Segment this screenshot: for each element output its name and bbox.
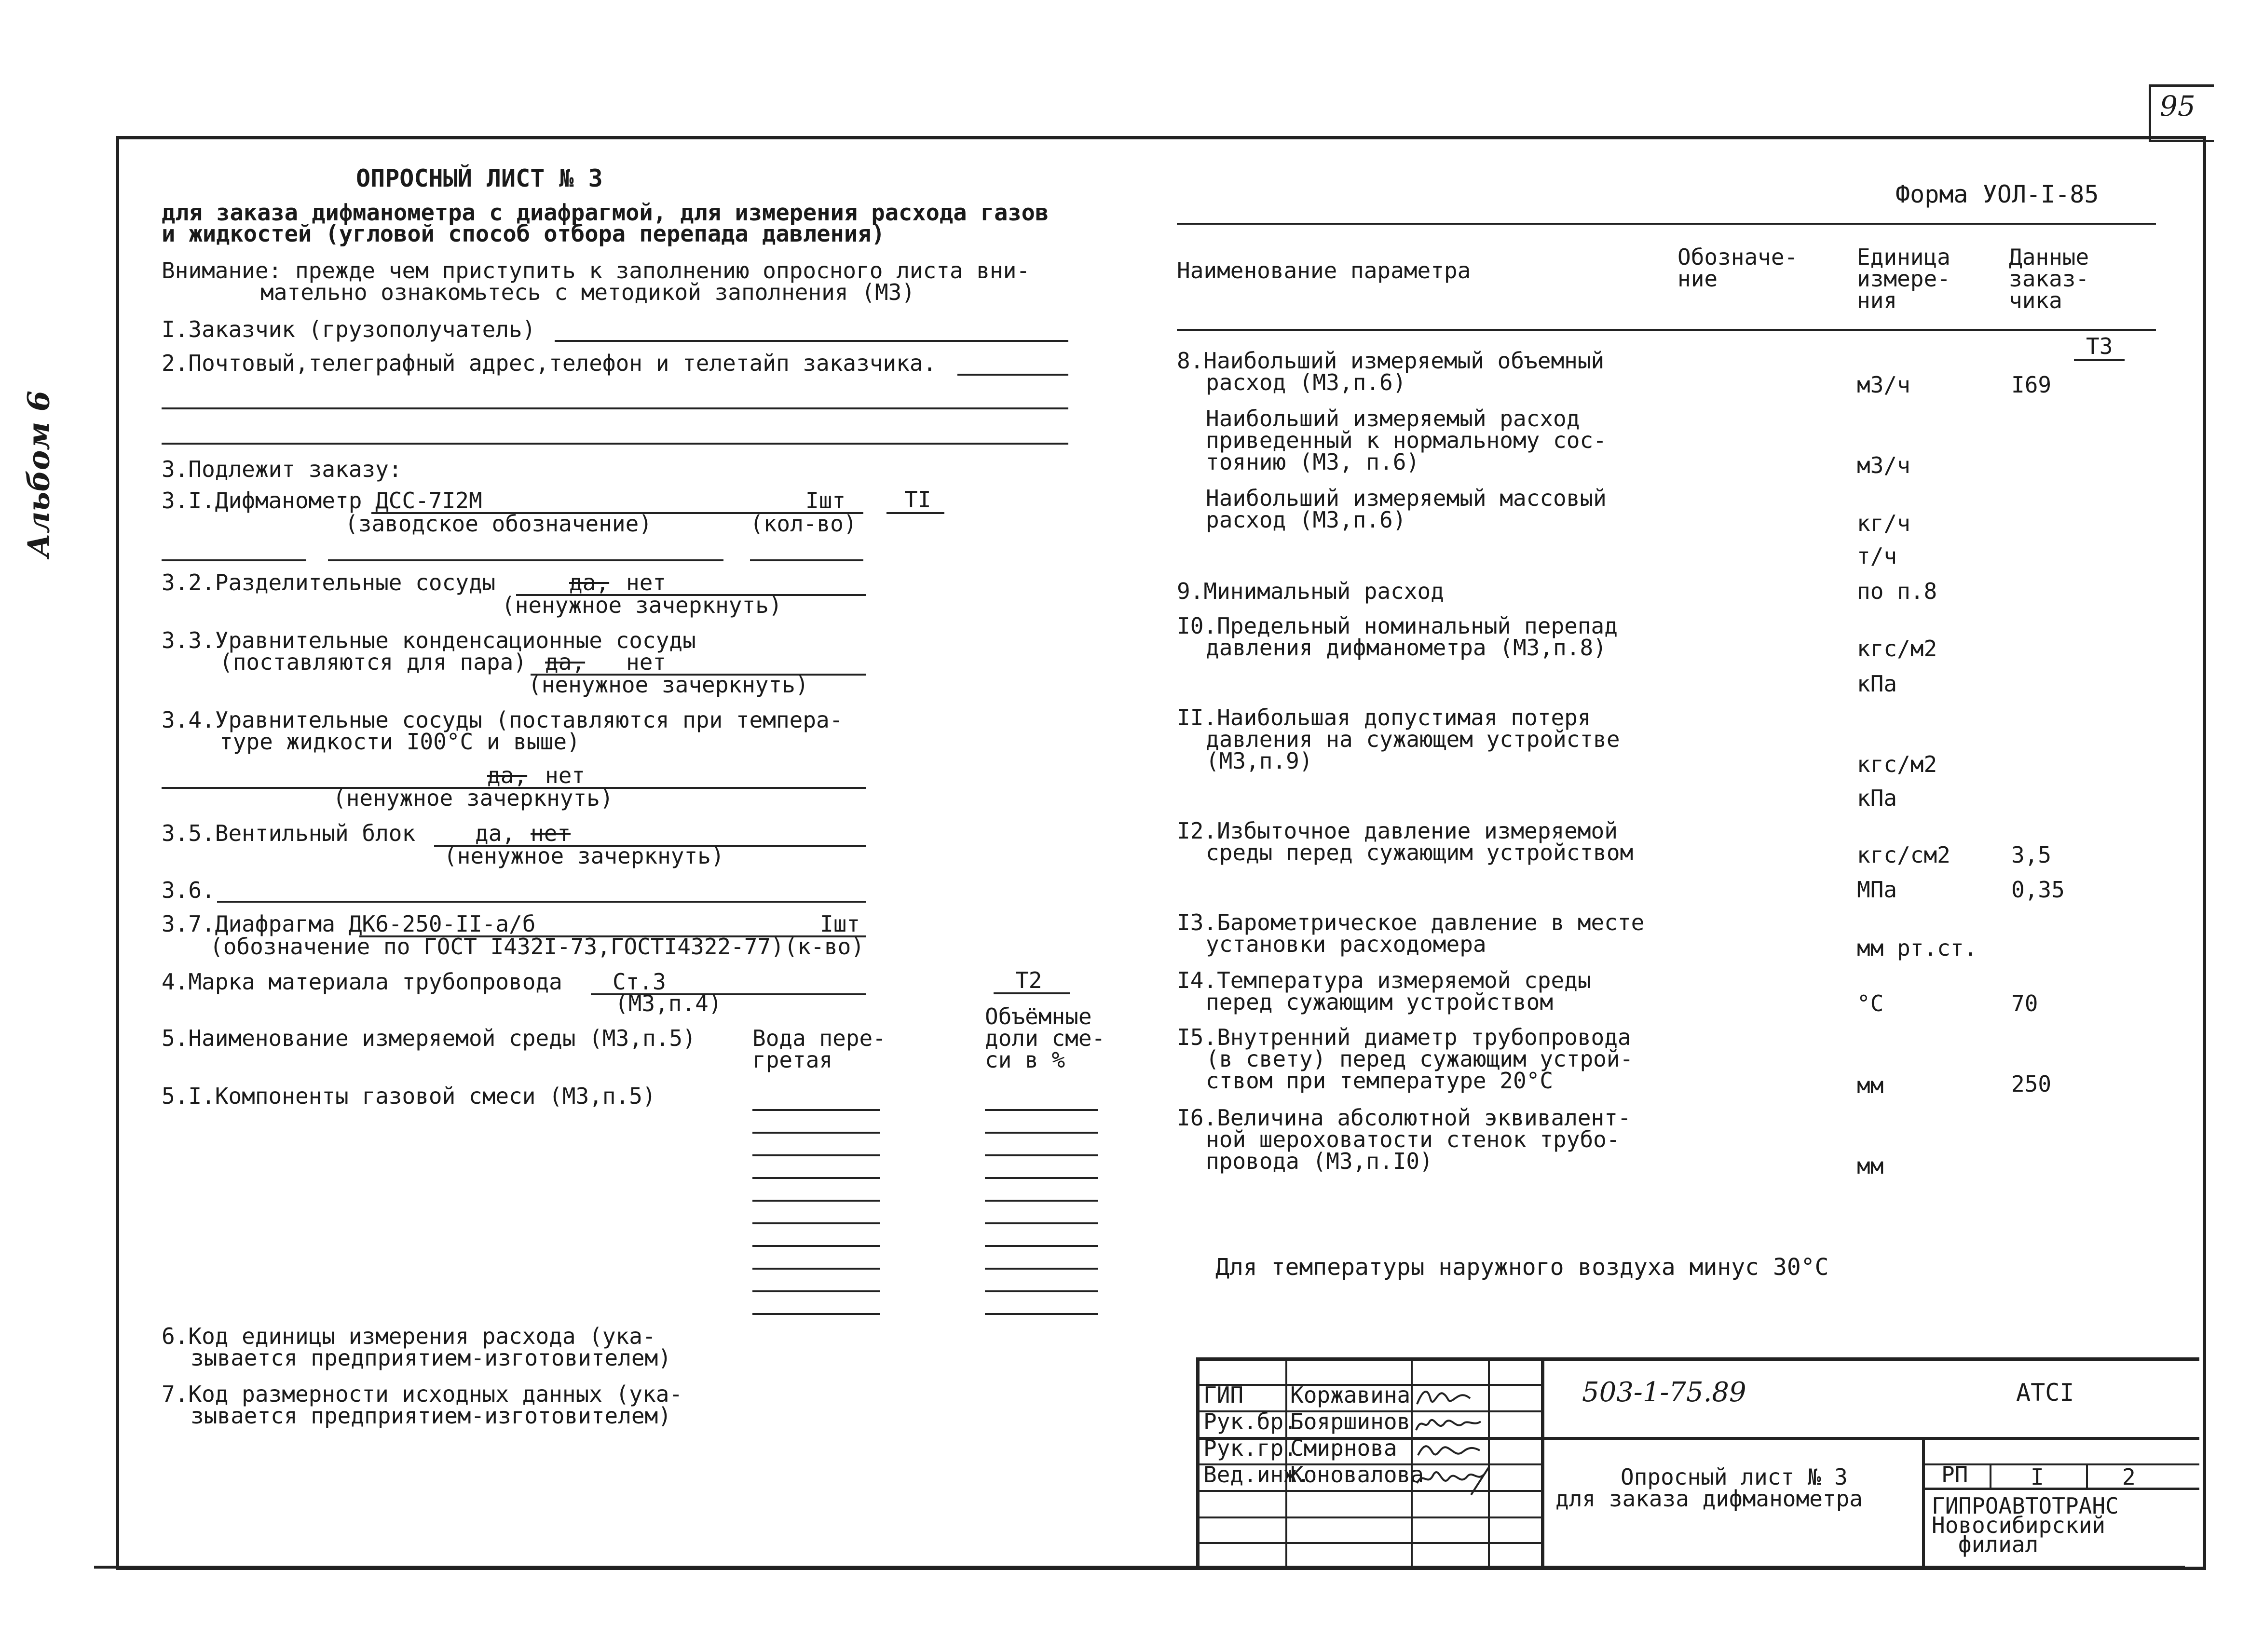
item-2-line-c — [162, 443, 1068, 445]
gas-blank-b6 — [985, 1222, 1098, 1224]
gas-blank-b7 — [985, 1245, 1098, 1247]
row-11-l1: II.Наибольшая допустимая потеря — [1177, 704, 1591, 731]
gas-blank-a4 — [752, 1177, 880, 1179]
stamp-sheet: I — [2031, 1464, 2044, 1490]
stamp-name-1: Коржавина — [1290, 1382, 1411, 1408]
item-3-4-line-1: 3.4.Уравнительные сосуды (поставляются при темпера- — [162, 707, 843, 733]
row-10-l1: I0.Предельный номинальный перепад — [1177, 613, 1618, 639]
signature-2 — [1413, 1412, 1486, 1437]
stamp-org-l1: ГИПРОАВТОТРАНС — [1932, 1493, 2119, 1519]
row-8-l2: расход (М3,п.6) — [1206, 369, 1406, 395]
header-desig-l1: Обозначе- — [1677, 244, 1798, 270]
form-code: Форма УОЛ-I-85 — [1895, 180, 2099, 208]
item-5-value-l2: гретая — [752, 1047, 833, 1073]
gas-blank-b10 — [985, 1313, 1098, 1315]
stamp-mid-line — [1541, 1437, 2199, 1440]
item-3-6: 3.6. — [162, 877, 215, 903]
item-5-value-l1: Вода пере- — [752, 1025, 886, 1051]
item-3-3-note: (ненужное зачеркнуть) — [528, 672, 809, 698]
header-param: Наименование параметра — [1177, 257, 1471, 284]
gas-blank-a3 — [752, 1154, 880, 1156]
row-8c-l1: Наибольший измеряемый массовый — [1206, 485, 1607, 511]
row-8b-l1: Наибольший измеряемый расход — [1206, 406, 1580, 432]
row-16-l2: ной шероховатости стенок трубо- — [1206, 1126, 1620, 1152]
item-1-line — [555, 340, 1068, 342]
row-10-unit-1: кгс/м2 — [1857, 636, 1937, 662]
item-3-4-line-2: туре жидкости I00°С и выше) — [219, 729, 580, 755]
row-8-l1: 8.Наибольший измеряемый объемный — [1177, 348, 1605, 374]
tag-t3-line — [2074, 359, 2125, 361]
row-8c-unit-1: кг/ч — [1857, 510, 1910, 536]
stamp-doc-code: 503-1-75.89 — [1582, 1377, 1746, 1408]
row-15-l3: ством при температуре 20°С — [1206, 1068, 1554, 1094]
row-14-value: 70 — [2011, 990, 2038, 1016]
gas-blank-b1 — [985, 1109, 1098, 1111]
item-3-6-line — [217, 901, 866, 903]
item-3-3-no: нет — [626, 649, 667, 675]
item-4-tag: T2 — [1015, 967, 1042, 993]
item-4-sub: (М3,п.4) — [615, 990, 722, 1016]
row-14-l1: I4.Температура измеряемой среды — [1177, 967, 1591, 993]
header-desig-l2: ние — [1677, 266, 1718, 292]
header-unit-l3: ния — [1857, 287, 1897, 313]
item-2-line — [957, 374, 1068, 376]
page-number: 95 — [2160, 90, 2195, 122]
row-16-l3: провода (М3,п.I0) — [1206, 1148, 1433, 1174]
item-3-1-sub2: (кол-во) — [750, 511, 857, 537]
item-3-3-line-2: (поставляются для пара) — [219, 649, 527, 675]
row-12-unit-1: кгс/см2 — [1857, 842, 1950, 868]
header-data-l1: Данные — [2009, 244, 2089, 270]
item-2-address: 2.Почтовый,телеграфный адрес,телефон и телетайп заказчика. — [162, 350, 937, 376]
item-3-1-line-c — [328, 559, 723, 561]
item-4-pipe-material: 4.Марка материала трубопровода — [162, 969, 562, 995]
item-7-l2: зывается предприятием-изготовителем) — [191, 1403, 671, 1429]
row-15-l2: (в свету) перед сужающим устрой- — [1206, 1046, 1634, 1072]
item-3-2-no: нет — [626, 569, 667, 596]
item-6-l1: 6.Код единицы измерения расхода (ука- — [162, 1323, 656, 1349]
stamp-org-l3: филиал — [1958, 1531, 2039, 1557]
stamp-row-7 — [1196, 1542, 1541, 1544]
item-5-medium: 5.Наименование измеряемой среды (М3,п.5) — [162, 1025, 696, 1051]
item-6-l2: зывается предприятием-изготовителем) — [191, 1345, 671, 1371]
gas-blank-a9 — [752, 1290, 880, 1292]
row-12-value-1: 3,5 — [2011, 842, 2052, 868]
subtitle-line-2: и жидкостей (угловой способ отбора перепада давления) — [162, 221, 885, 247]
gas-blank-a2 — [752, 1132, 880, 1134]
row-11-l3: (М3,п.9) — [1206, 748, 1313, 774]
item-3-5-note: (ненужное зачеркнуть) — [444, 843, 724, 869]
row-13-l2: установки расходомера — [1206, 931, 1486, 957]
stamp-v-4 — [1541, 1357, 1544, 1566]
row-8c-unit-2: т/ч — [1857, 543, 1897, 569]
item-3-7-sub: (обозначение по ГОСТ I432I-73,ГОСТI4322-77)(к-во) — [210, 934, 865, 960]
item-3-4-note: (ненужное зачеркнуть) — [333, 785, 614, 811]
row-9: 9.Минимальный расход — [1177, 578, 1444, 604]
row-8-unit: м3/ч — [1857, 372, 1910, 398]
vol-fraction-l3: си в % — [985, 1047, 1065, 1073]
item-3-3-line-1: 3.3.Уравнительные конденсационные сосуды — [162, 627, 696, 653]
stamp-doc-title-l1: Опросный лист № 3 — [1621, 1464, 1848, 1490]
row-14-l2: перед сужающим устройством — [1206, 989, 1554, 1015]
notice-line-1: Внимание: прежде чем приступить к заполнению опросного листа вни- — [162, 257, 1030, 284]
item-3-1-qty: Iшт — [805, 487, 846, 514]
gas-blank-b3 — [985, 1154, 1098, 1156]
stamp-role-4: Вед.инж. — [1203, 1462, 1310, 1488]
gas-blank-b9 — [985, 1290, 1098, 1292]
stamp-role-2: Рук.бр. — [1203, 1408, 1297, 1435]
item-3-1-line-d — [750, 559, 863, 561]
stamp-name-3: Смирнова — [1290, 1435, 1397, 1461]
row-10-unit-2: кПа — [1857, 671, 1897, 697]
item-3-7-diaphragm: 3.7.Диафрагма ДК6-250-II-а/б — [162, 911, 536, 937]
row-11-unit-2: кПа — [1857, 785, 1897, 811]
row-12-l1: I2.Избыточное давление измеряемой — [1177, 818, 1618, 844]
item-4-tag-line — [994, 992, 1070, 994]
notice-line-2: мательно ознакомьтесь с методикой заполнения (М3) — [260, 279, 915, 305]
row-9-unit: по п.8 — [1857, 578, 1937, 604]
subtitle-line-1: для заказа дифманометра с диафрагмой, для измерения расхода газов — [162, 200, 1049, 226]
stamp-role-3: Рук.гр. — [1203, 1435, 1297, 1461]
gas-blank-a8 — [752, 1268, 880, 1270]
stamp-name-2: Бояршинов — [1290, 1408, 1411, 1435]
row-8-value: I69 — [2011, 372, 2052, 398]
gas-blank-b2 — [985, 1132, 1098, 1134]
row-11-l2: давления на сужающем устройстве — [1206, 726, 1620, 752]
header-data-l3: чика — [2009, 287, 2062, 313]
gas-blank-b8 — [985, 1268, 1098, 1270]
gas-blank-a10 — [752, 1313, 880, 1315]
gas-blank-a1 — [752, 1109, 880, 1111]
vol-fraction-l2: доли сме- — [985, 1025, 1105, 1051]
row-15-value: 250 — [2011, 1071, 2052, 1097]
stamp-stage: РП — [1941, 1462, 1968, 1488]
row-8b-unit: м3/ч — [1857, 452, 1910, 478]
stamp-sheets: 2 — [2122, 1464, 2136, 1490]
stamp-v-7 — [2086, 1463, 2088, 1488]
item-1-customer: I.Заказчик (грузополучатель) — [162, 316, 536, 342]
album-label: Альбом 6 — [21, 390, 56, 558]
header-unit-l2: измере- — [1857, 266, 1950, 292]
stamp-role-1: ГИП — [1203, 1382, 1244, 1408]
item-3-1-diff-manometer: 3.I.Дифманометр ДСС-7I2М — [162, 487, 482, 514]
row-10-l2: давления дифманометра (М3,п.8) — [1206, 635, 1607, 661]
stamp-v-5 — [1922, 1437, 1925, 1566]
row-8b-l3: тоянию (М3, п.6) — [1206, 449, 1420, 475]
signature-3 — [1413, 1438, 1486, 1463]
stamp-org-l2: Новосибирский — [1932, 1512, 2106, 1538]
row-13-l1: I3.Барометрическое давление в месте — [1177, 909, 1645, 935]
item-3-5-no: нет — [531, 820, 571, 846]
row-12-unit-2: МПа — [1857, 877, 1897, 903]
gas-blank-a6 — [752, 1222, 880, 1224]
stamp-v-6 — [1990, 1463, 1991, 1488]
item-3-4-yes: да, — [487, 762, 528, 788]
item-3-4-no: нет — [545, 762, 586, 788]
stamp-doc-title-l2: для заказа дифманометра — [1555, 1486, 1863, 1512]
stamp-name-4: Коновалова — [1290, 1462, 1424, 1488]
row-8c-l2: расход (М3,п.6) — [1206, 507, 1406, 533]
item-3-2-yes: да, — [569, 569, 610, 596]
item-7-l1: 7.Код размерности исходных данных (ука- — [162, 1381, 683, 1407]
item-3-order: 3.Подлежит заказу: — [162, 456, 402, 482]
item-3-2-separators: 3.2.Разделительные сосуды — [162, 569, 496, 596]
stamp-row-6 — [1196, 1517, 1541, 1518]
stamp-top-line — [1196, 1357, 2199, 1361]
item-3-1-tag: TI — [904, 487, 931, 513]
table-top-line — [1177, 223, 2156, 225]
air-temperature-note: Для температуры наружного воздуха минус 30°С — [1215, 1254, 1829, 1281]
item-4-value: Ст.3 — [613, 969, 666, 995]
item-3-5-yes: да, — [475, 820, 516, 846]
table-header-line — [1177, 329, 2156, 331]
row-8b-l2: приведенный к нормальному сос- — [1206, 427, 1607, 453]
stamp-v-3 — [1488, 1357, 1490, 1566]
item-3-7-qty: Iшт — [820, 911, 860, 937]
signature-1 — [1413, 1385, 1486, 1410]
gas-blank-b5 — [985, 1200, 1098, 1202]
row-16-l1: I6.Величина абсолютной эквивалент- — [1177, 1105, 1631, 1131]
vol-fraction-l1: Объёмные — [985, 1003, 1092, 1029]
tag-t3: T3 — [2086, 333, 2113, 359]
gas-blank-a5 — [752, 1200, 880, 1202]
item-3-5-valve-block: 3.5.Вентильный блок — [162, 820, 416, 846]
gas-blank-b4 — [985, 1177, 1098, 1179]
signature-4 — [1413, 1464, 1493, 1498]
item-3-2-note: (ненужное зачеркнуть) — [502, 592, 782, 618]
item-3-1-line-b — [162, 559, 306, 561]
row-15-l1: I5.Внутренний диаметр трубопровода — [1177, 1024, 1631, 1050]
header-data-l2: заказ- — [2009, 266, 2089, 292]
row-15-unit: мм — [1857, 1072, 1884, 1098]
item-3-1-tag-line — [886, 512, 944, 514]
row-12-value-2: 0,35 — [2011, 877, 2065, 903]
row-13-unit: мм рт.ст. — [1857, 935, 1977, 961]
item-3-3-yes: да, — [545, 649, 586, 675]
stamp-stage-line-2 — [1922, 1488, 2199, 1490]
item-5-1-gas-components: 5.I.Компоненты газовой смеси (М3,п.5) — [162, 1083, 656, 1109]
item-2-line-b — [162, 407, 1068, 409]
stamp-ats: АТСI — [2016, 1379, 2074, 1407]
gas-blank-a7 — [752, 1245, 880, 1247]
row-12-l2: среды перед сужающим устройством — [1206, 840, 1634, 866]
frame-bottom-shadow — [94, 1566, 2185, 1569]
row-14-unit: °С — [1857, 990, 1884, 1016]
item-3-1-sub1: (заводское обозначение) — [345, 511, 652, 537]
row-16-unit: мм — [1857, 1153, 1884, 1179]
form-title: ОПРОСНЫЙ ЛИСТ № 3 — [356, 164, 603, 192]
row-11-unit-1: кгс/м2 — [1857, 751, 1937, 777]
stamp-left-border — [1196, 1357, 1200, 1566]
header-unit-l1: Единица — [1857, 244, 1950, 270]
